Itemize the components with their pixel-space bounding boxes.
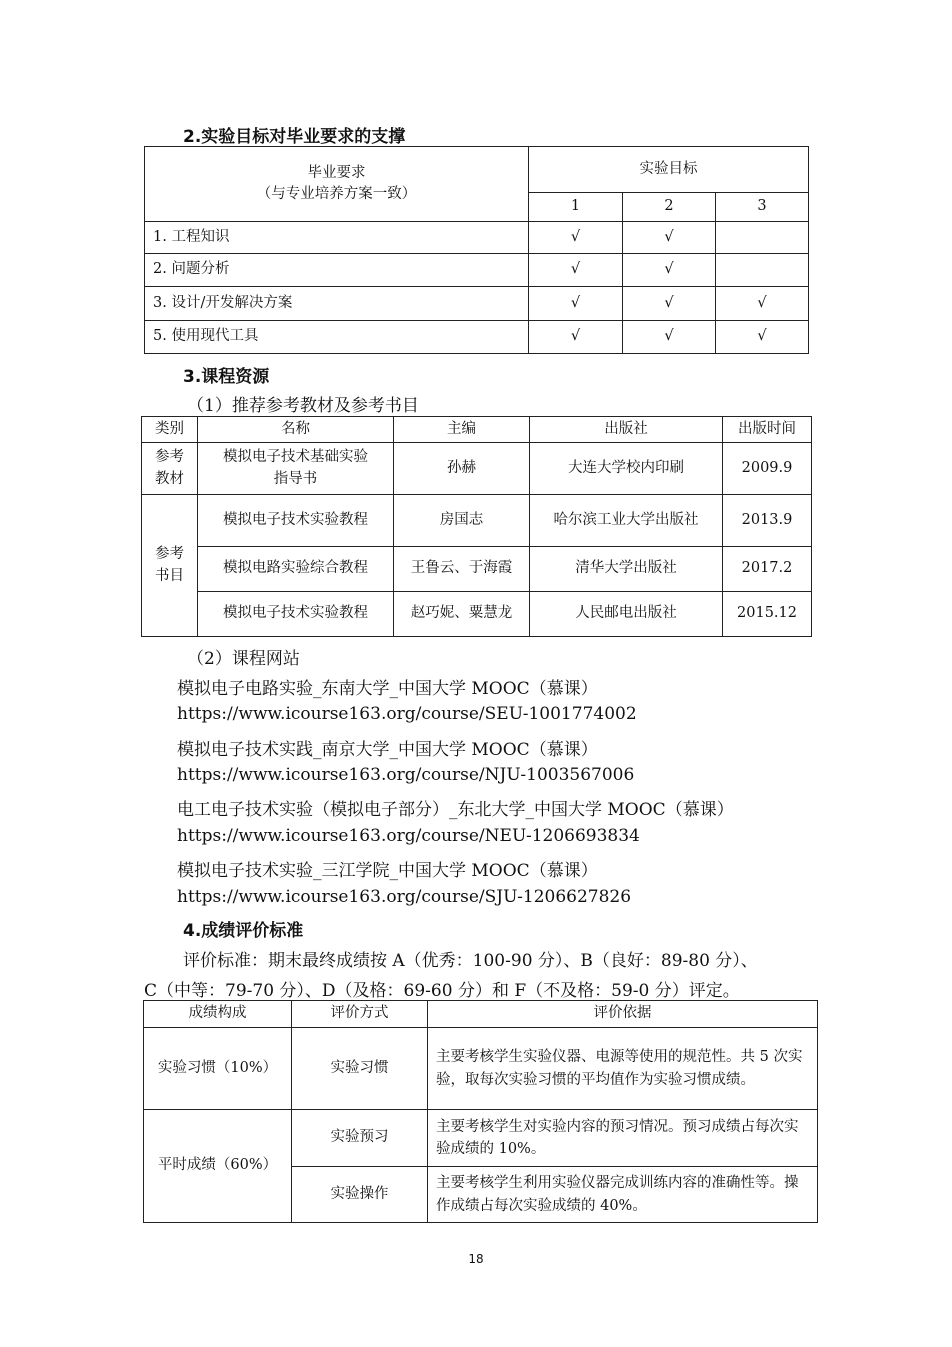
header-editor: 主编 [394, 417, 530, 443]
site-title: 模拟电子技术实验_三江学院_中国大学 MOOC（慕课） [177, 861, 598, 881]
table-row [145, 222, 809, 254]
goal-col-3: 3 [716, 193, 809, 222]
check-cell: √ [716, 321, 809, 354]
category-reference [142, 495, 198, 637]
support-matrix-table [144, 146, 809, 354]
method-cell: 实验预习 [292, 1110, 428, 1167]
category-line: 参考 [155, 546, 184, 563]
table-row [142, 495, 812, 547]
site-title: 模拟电子技术实践_南京大学_中国大学 MOOC（慕课） [177, 740, 598, 760]
grading-paragraph-line2: C（中等：79-70 分）、D（及格：69-60 分）和 F（不及格：59-0 分）评定。 [144, 981, 740, 1001]
book-name: 模拟电子技术实验教程 [198, 495, 394, 547]
category-textbook [142, 443, 198, 495]
method-cell: 实验习惯 [292, 1028, 428, 1110]
book-editor: 房国志 [394, 495, 530, 547]
book-publisher: 清华大学出版社 [530, 547, 723, 592]
page-number: 18 [468, 1252, 484, 1266]
table-row [142, 443, 812, 495]
book-publisher: 人民邮电出版社 [530, 592, 723, 637]
section-3-heading: 3.课程资源 [183, 367, 270, 387]
table-row [145, 321, 809, 354]
check-cell: √ [529, 321, 623, 354]
book-date: 2009.9 [723, 443, 812, 495]
basis-cell: 主要考核学生利用实验仪器完成训练内容的准确性等。操作成绩占每次实验成绩的 40%。 [428, 1167, 818, 1223]
check-cell: √ [529, 287, 623, 321]
header-req-line2: （与专业培养方案一致） [256, 186, 417, 202]
header-category: 类别 [142, 417, 198, 443]
component-cell: 实验习惯（10%） [144, 1028, 292, 1110]
table-row [142, 547, 812, 592]
header-experiment-goal: 实验目标 [529, 147, 809, 193]
book-editor: 王鲁云、于海霞 [394, 547, 530, 592]
section-4-heading: 4.成绩评价标准 [183, 921, 304, 941]
header-method: 评价方式 [292, 1001, 428, 1028]
requirement-cell: 1. 工程知识 [145, 222, 529, 254]
basis-cell: 主要考核学生实验仪器、电源等使用的规范性。共 5 次实验，取每次实验习惯的平均值作为实验习惯成绩。 [428, 1028, 818, 1110]
header-publisher: 出版社 [530, 417, 723, 443]
book-publisher: 哈尔滨工业大学出版社 [530, 495, 723, 547]
header-name: 名称 [198, 417, 394, 443]
check-cell: √ [529, 254, 623, 287]
check-cell [716, 254, 809, 287]
component-cell: 平时成绩（60%） [144, 1110, 292, 1223]
grading-table [143, 1000, 818, 1223]
book-date: 2013.9 [723, 495, 812, 547]
book-editor: 赵巧妮、粟慧龙 [394, 592, 530, 637]
table-row [145, 254, 809, 287]
book-name: 模拟电路实验综合教程 [198, 547, 394, 592]
header-date: 出版时间 [723, 417, 812, 443]
book-editor: 孙赫 [394, 443, 530, 495]
check-cell: √ [623, 287, 716, 321]
check-cell: √ [716, 287, 809, 321]
websites-subheading: （2）课程网站 [187, 649, 300, 669]
book-publisher: 大连大学校内印刷 [530, 443, 723, 495]
check-cell: √ [529, 222, 623, 254]
site-url[interactable]: https://www.icourse163.org/course/SEU-1001774002 [177, 704, 637, 724]
book-date: 2017.2 [723, 547, 812, 592]
grading-paragraph-line1: 评价标准：期末最终成绩按 A（优秀：100-90 分）、B（良好：89-80 分）、 [183, 951, 758, 971]
table-row [145, 287, 809, 321]
category-line: 参考 [155, 449, 184, 466]
requirement-cell: 3. 设计/开发解决方案 [145, 287, 529, 321]
basis-cell: 主要考核学生对实验内容的预习情况。预习成绩占每次实验成绩的 10%。 [428, 1110, 818, 1167]
header-graduation-requirement [145, 147, 529, 222]
method-cell: 实验操作 [292, 1167, 428, 1223]
requirement-cell: 2. 问题分析 [145, 254, 529, 287]
book-name-line: 指导书 [273, 470, 318, 487]
check-cell [716, 222, 809, 254]
check-cell: √ [623, 254, 716, 287]
site-title: 模拟电子电路实验_东南大学_中国大学 MOOC（慕课） [177, 679, 598, 699]
requirement-cell: 5. 使用现代工具 [145, 321, 529, 354]
header-basis: 评价依据 [428, 1001, 818, 1028]
header-req-line1: 毕业要求 [307, 164, 366, 181]
book-name [198, 443, 394, 495]
site-url[interactable]: https://www.icourse163.org/course/NEU-1206693834 [177, 826, 640, 846]
category-line: 书目 [155, 567, 184, 584]
book-name: 模拟电子技术实验教程 [198, 592, 394, 637]
table-row [144, 1028, 818, 1110]
section-2-heading: 2.实验目标对毕业要求的支撑 [183, 127, 406, 147]
site-url[interactable]: https://www.icourse163.org/course/NJU-1003567006 [177, 765, 635, 785]
goal-col-2: 2 [623, 193, 716, 222]
category-line: 教材 [155, 470, 184, 487]
table-row [144, 1110, 818, 1167]
header-component: 成绩构成 [144, 1001, 292, 1028]
check-cell: √ [623, 321, 716, 354]
references-subheading: （1）推荐参考教材及参考书目 [187, 396, 419, 416]
check-cell: √ [623, 222, 716, 254]
site-url[interactable]: https://www.icourse163.org/course/SJU-1206627826 [177, 887, 632, 907]
book-date: 2015.12 [723, 592, 812, 637]
goal-col-1: 1 [529, 193, 623, 222]
book-name-line: 模拟电子技术基础实验 [223, 449, 368, 466]
reference-books-table [141, 416, 812, 637]
table-row [142, 592, 812, 637]
site-title: 电工电子技术实验（模拟电子部分）_东北大学_中国大学 MOOC（慕课） [177, 800, 734, 820]
